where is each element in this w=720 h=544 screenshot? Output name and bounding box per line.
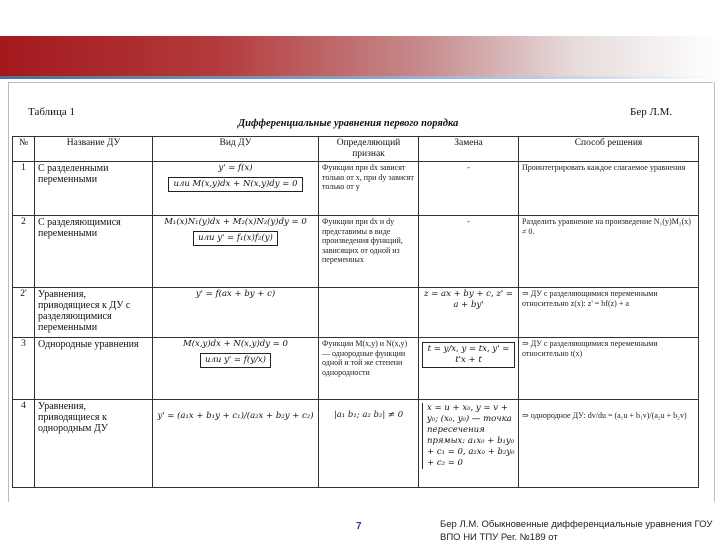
- row-name: Уравнения, приводящиеся к однородным ДУ: [35, 400, 153, 488]
- row-name: С разделяющимися переменными: [35, 216, 153, 288]
- table-row: [13, 288, 699, 338]
- row-method: [519, 400, 699, 488]
- determinant-condition: |a₁ b₁; a₂ b₂| ≠ 0: [333, 410, 404, 420]
- row-attribute: Функции при dx зависят только от x, при dy зависят только от y: [319, 162, 419, 216]
- header-banner-stripe: [0, 76, 720, 79]
- table-row: [13, 216, 699, 288]
- col-header-attribute: Определяющий признак: [319, 137, 419, 162]
- row-number: 1: [13, 162, 35, 216]
- row-method: ⇒ ДУ с разделяющимися переменными относительно z(x): z' = bf(z) + a: [519, 288, 699, 338]
- row-attribute: Функции при dx и dy представимы в виде произведения функций, зависящих от одной из переменных: [319, 216, 419, 288]
- equation-alt: или M(x,y)dx + N(x,y)dy = 0: [168, 177, 302, 192]
- page-number: 7: [356, 521, 362, 532]
- row-attribute: [319, 288, 419, 338]
- row-method: ⇒ ДУ с разделяющимися переменными относительно t(x): [519, 338, 699, 400]
- footer-citation: Бер Л.М. Обыкновенные дифференциальные уравнения ГОУ ВПО НИ ТПУ Рег. №189 от: [440, 519, 713, 543]
- col-header-substitution: Замена: [419, 137, 519, 162]
- substitution-formula: t = y/x, y = tx, y' = t'x + t: [422, 342, 515, 368]
- table-row: [13, 400, 699, 488]
- row-attribute: Функции M(x,y) и N(x,y) — однородные функции одной и той же степени однородности: [319, 338, 419, 400]
- table-caption: Дифференциальные уравнения первого порядка: [238, 118, 459, 129]
- equation-main: M(x,y)dx + N(x,y)dy = 0: [183, 339, 288, 349]
- row-equation-form: [153, 216, 319, 288]
- col-header-name: Название ДУ: [35, 137, 153, 162]
- table-row: [13, 162, 699, 216]
- row-name: Уравнения, приводящиеся к ДУ с разделяющимися переменными: [35, 288, 153, 338]
- row-name: С разделенными переменными: [35, 162, 153, 216]
- row-substitution: -: [419, 162, 519, 216]
- equation-alt: или y' = f₁(x)f₂(y): [193, 231, 278, 246]
- row-equation-form: [153, 400, 319, 488]
- row-equation-form: [153, 288, 319, 338]
- row-attribute: [319, 400, 419, 488]
- row-number: 2': [13, 288, 35, 338]
- row-equation-form: [153, 162, 319, 216]
- row-substitution: -: [419, 216, 519, 288]
- substitution-system: x = u + x₀, y = v + y₀; (x₀, y₀) — точка пересечения прямых: a₁x₀ + b₁y₀ + c₁ = 0, a₂x₀ + b₂y₀ + c₂ = 0: [422, 403, 515, 469]
- method-text: ⇒ однородное ДУ: dv/du = (a₁u + b₁v)/(a₂u + b₂v): [522, 411, 687, 420]
- table-row: [13, 338, 699, 400]
- row-number: 3: [13, 338, 35, 400]
- table-header-row: [13, 137, 699, 162]
- row-equation-form: [153, 338, 319, 400]
- author-name: Бер Л.М.: [630, 106, 673, 118]
- equation-alt: или y' = f(y/x): [200, 353, 271, 368]
- row-substitution: z = ax + by + c, z' = a + by': [419, 288, 519, 338]
- equations-table: [12, 136, 699, 488]
- row-number: 2: [13, 216, 35, 288]
- header-banner: [0, 36, 720, 76]
- equation-main: y' = f(x): [218, 163, 253, 173]
- row-name: Однородные уравнения: [35, 338, 153, 400]
- col-header-method: Способ решения: [519, 137, 699, 162]
- col-header-type: Вид ДУ: [153, 137, 319, 162]
- row-number: 4: [13, 400, 35, 488]
- equation-main: y' = f(ax + by + c): [195, 289, 276, 299]
- equation-main: M₁(x)N₁(y)dx + M₂(x)N₂(y)dy = 0: [164, 217, 307, 227]
- row-substitution: [419, 338, 519, 400]
- row-method: Разделить уравнение на произведение N₁(y)M₂(x) ≠ 0.: [519, 216, 699, 288]
- table-label: Таблица 1: [28, 106, 76, 118]
- sheet-top-rule: [8, 82, 713, 83]
- col-header-number: №: [13, 137, 35, 162]
- row-substitution: [419, 400, 519, 488]
- equation-main: y' = (a₁x + b₁y + c₁)/(a₂x + b₂y + c₂): [157, 411, 314, 421]
- row-method: Проинтегрировать каждое слагаемое уравнения: [519, 162, 699, 216]
